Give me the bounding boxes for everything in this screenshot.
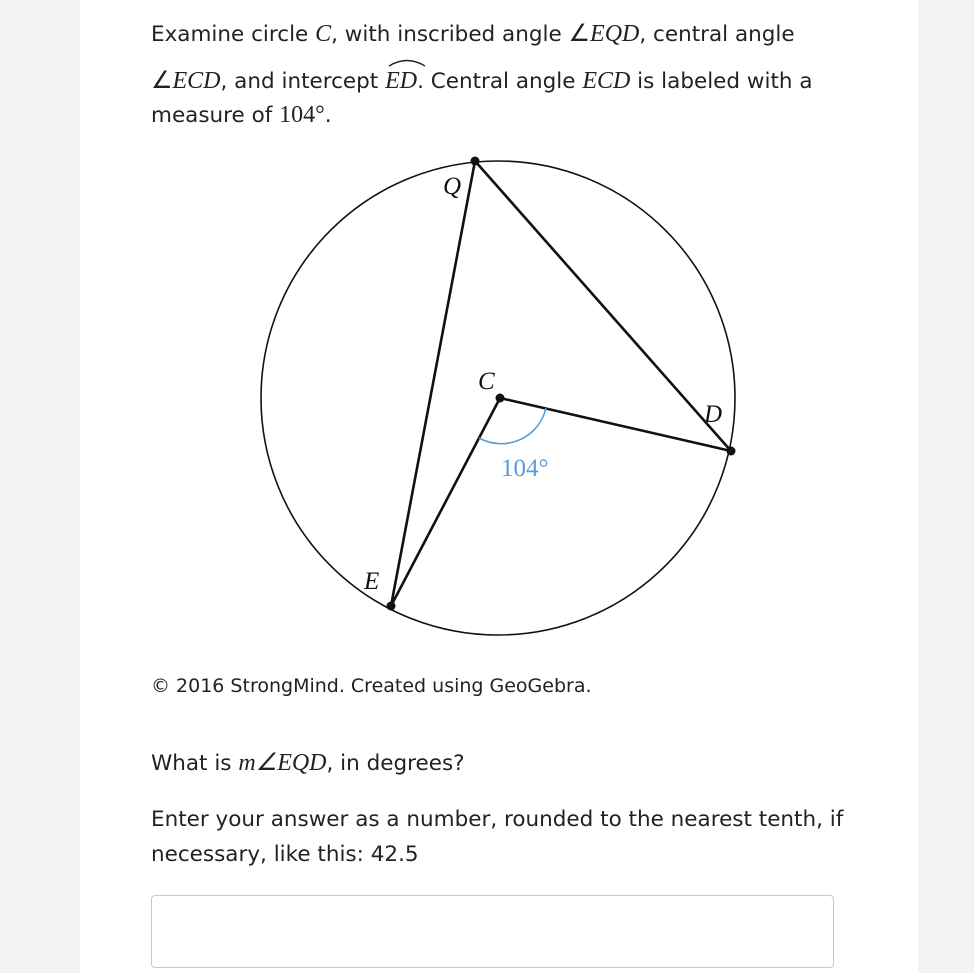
label-d: D [704,401,723,428]
instructions-line-2: necessary, like this: 42.5 [151,842,419,867]
angle-symbol: ∠ [568,21,591,47]
question-text: measure of [151,103,280,128]
circle-name: C [315,21,332,47]
angle-label-104: 104° [501,455,549,482]
angle-measure: 104° [279,102,325,128]
question-text: , and intercept [220,69,386,94]
point-d [727,447,736,456]
question-text: , with inscribed angle [331,22,569,47]
central-angle-name: ECD [582,68,631,94]
point-q [471,157,480,166]
question-card [80,0,918,973]
central-angle-name: ECD [172,68,221,94]
chord-qe [391,161,475,606]
label-c: C [478,368,495,395]
question-text: is labeled with a [630,69,813,94]
chord-qd [475,161,731,451]
point-e [387,602,396,611]
radius-ce [391,398,500,606]
prompt-text: , in degrees? [326,751,465,776]
credit-text: © 2016 StrongMind. Created using GeoGebra. [151,675,592,697]
instructions-line-1: Enter your answer as a number, rounded to the nearest tenth, if [151,807,844,832]
label-q: Q [443,173,462,200]
question-text: . Central angle [417,69,583,94]
question-text: Examine circle [151,22,316,47]
prompt-line [151,743,465,784]
intercepted-arc-name: ED [385,68,418,94]
angle-symbol: ∠ [151,68,173,94]
point-c [496,394,505,403]
label-e: E [364,568,380,595]
measure-expression: m∠EQD [238,750,327,776]
circle-diagram [80,0,918,660]
prompt-text: What is [151,751,239,776]
question-text: , central angle [639,22,795,47]
radius-cd [500,398,731,451]
question-text: . [324,103,332,128]
central-angle-arc [479,408,546,444]
answer-input[interactable] [151,895,834,968]
inscribed-angle-name: EQD [590,21,640,47]
